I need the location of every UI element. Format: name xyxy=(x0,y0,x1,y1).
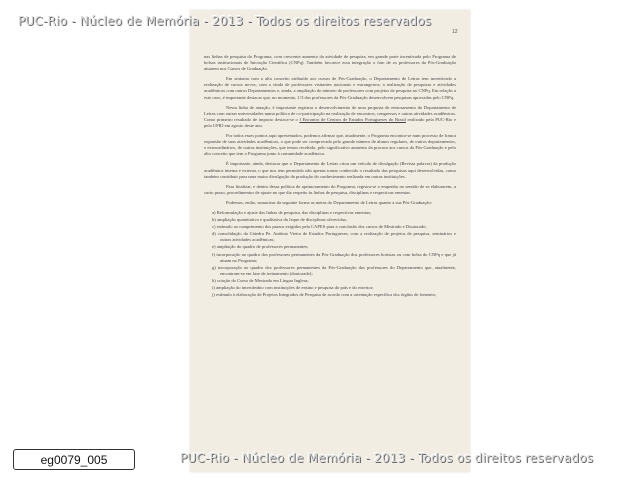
paragraph: Por todos esses pontos aqui apresentados, podemos afirmar que, atualmente, o Programa encontra-se num processo de franca expansão de suas atividades acadêmicas, o que pode ser comprovado pelo grande número de alunos regulares, de outros departamentos, e extraordinários, de outras instituições, que temos recebido, pelo significativo aumento da procura aos cursos da Pós-Graduação e pelo alto conceito que tem o Programa junto à comunidade acadêmica. xyxy=(204,133,456,157)
list-item: h) criação do Curso de Mestrado em Língua Inglesa; xyxy=(212,277,309,283)
list-item: a) Reformulação e ajuste das linhas de pesquisa, das disciplinas e respectivas ementas; xyxy=(212,209,372,215)
list-item: g) incorporação ao quadro dos professores permanentes da Pós-Graduação dos professores do Departamento que, atualmente, encontram-se em fase de treinamento (doutorado); xyxy=(212,264,456,276)
list-item: j) estímulo à elaboração de Projetos Integrados de Pesquisa de acordo com a orientação específica dos órgãos de fomento; xyxy=(212,292,437,298)
list-item: f) incorporação ao quadro dos professores permanentes da Pós-Graduação dos professores horistas ou com bolsa do CNPq e que já atuam no Programa; xyxy=(212,251,456,263)
goals-list xyxy=(204,210,456,298)
list-item: d) consolidação da Cátedra Pe. Antônio Vieira de Estudos Portugueses, com a realização de projetos de pesquisa, seminários e outras atividades acadêmicas; xyxy=(212,231,456,243)
list-item: e) ampliação do quadro de professores permanentes; xyxy=(212,244,309,250)
paragraph-text: realizado pela PUC-Rio e pela UFRJ em agosto deste ano. xyxy=(204,116,456,128)
watermark-top: PUC-Rio - Núcleo de Memória - 2013 - Todos os direitos reservados xyxy=(18,14,432,28)
paragraph: Em sintonia com o alto conceito atribuído aos cursos de Pós-Graduação, o Departamento de Letras tem incentivado a realização de cursos novos, com a vinda de professores visitantes nacionais e estrangeiros; a realização de pesquisas e atividades acadêmicas com outros Departamentos e, ainda, a ampliação do número de professores com projetos de pesquisa no CNPq. Em relação a este caso, é importante destacar que, no momento, 1/3 dos professores da Pós-Graduação desenvolvem pesquisas aprovadas pelo CNPq. xyxy=(204,76,456,100)
watermark-bottom: PUC-Rio - Núcleo de Memória - 2013 - Todos os direitos reservados xyxy=(180,451,594,465)
paragraph xyxy=(204,105,456,129)
list-item: c) estímulo ao cumprimento dos prazos exigidos pela CAPES para a conclusão dos cursos de Mestrado e Doutorado; xyxy=(212,224,427,230)
list-item: b) ampliação quantitativa e qualitativa do leque de disciplinas oferecidas; xyxy=(212,217,347,223)
page-number: 12 xyxy=(452,29,458,35)
paragraph-text: Nessa linha de atuação, é importante registrar o desenvolvimento de uma proposta de entrosamento do Departamento de Letras com outras universidades numa política de co-participação na realização de encontros, congressos e outras atividades acadêmicas. Como primeiro resultado de impacto destaca-se o xyxy=(204,104,456,122)
paragraph: nas linhas de pesquisa do Programa, com crescente aumento da atividade de pesquisa, em grande parte incentivada pelo Programa de bolsas institucionais de Iniciação Científica (CNPq). Também favorece essa integração o fato de os professores da Pós-Graduação atuarem nos Cursos de Graduação. xyxy=(204,54,456,72)
paragraph: Podemos, então, sumarizar da seguinte forma as metas do Departamento de Letras quanto a sua Pós-Graduação: xyxy=(226,199,433,205)
paragraph: É importante, ainda, destacar que o Departamento de Letras criou um veículo de divulgação (Revista palavra) da produção acadêmica interna e externa, o que nos tem permitido não apenas tornar conhecido o resultado das pesquisas aqui desenvolvidas, como também contribuir para uma maior divulgação da produção do conhecimento realizada em outras instituições. xyxy=(204,161,456,179)
paragraph: Para finalizar, e dentro dessa política de aprimoramento do Programa, registra-se o empenho no sentido de se elaborarem, a curto prazo, procedimentos de ajuste no que diz respeito às linhas de pesquisa, disciplinas e respectivas ementas. xyxy=(204,183,456,195)
image-id-label: eg0079_005 xyxy=(13,449,135,470)
list-item: i) ampliação do intercâmbio com instituições de ensino e pesquisa do país e do exterior; xyxy=(212,285,374,290)
underlined-event-title: I Encontro de Centros de Estudos Portugueses do Brasil xyxy=(299,116,406,122)
document-body xyxy=(204,54,456,299)
